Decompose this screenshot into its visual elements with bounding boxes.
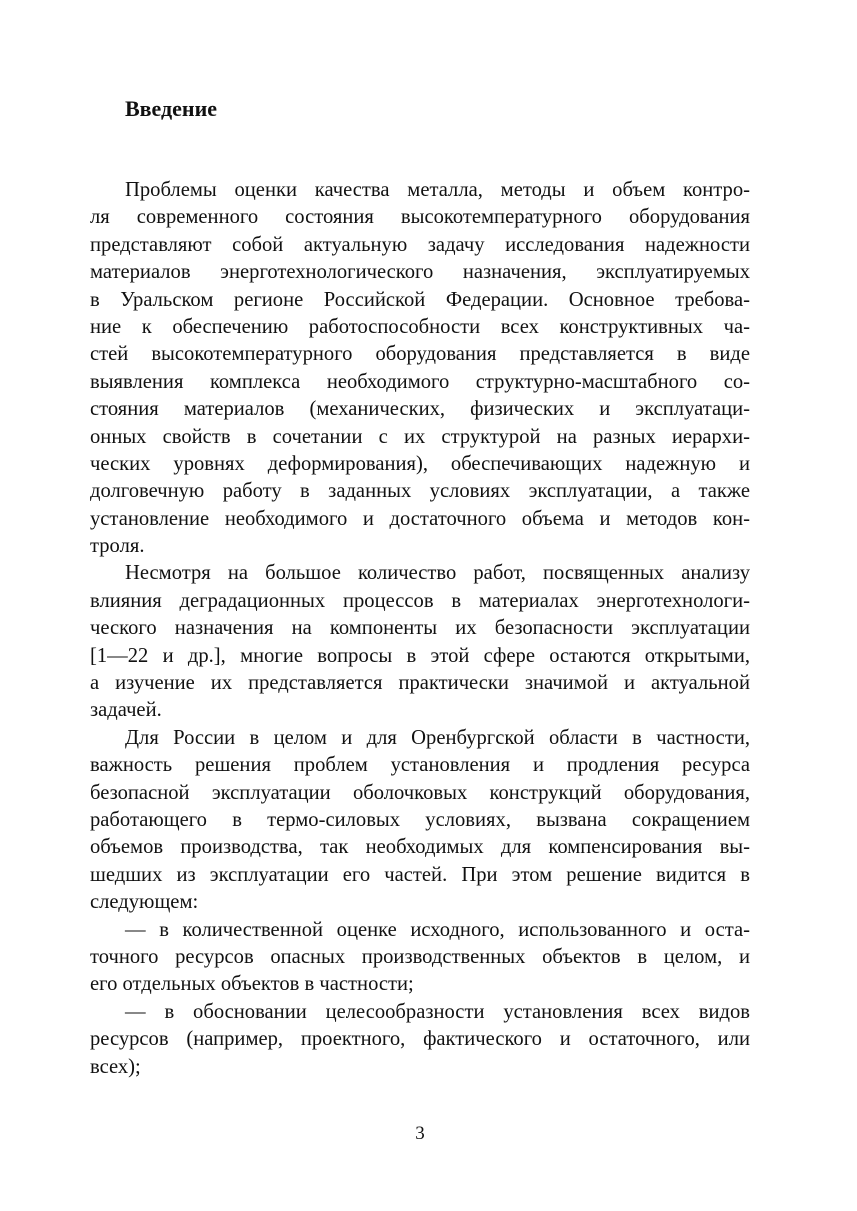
text-line: а изучение их представляется практически значимой и актуальной	[90, 672, 750, 695]
list-item-line: его отдельных объектов в частности;	[90, 973, 414, 996]
text-line: Для России в целом и для Оренбургской области в частности,	[125, 726, 750, 749]
text-line: Несмотря на большое количество работ, посвященных анализу	[125, 562, 750, 585]
text-line: выявления комплекса необходимого структурно-масштабного со-	[90, 370, 750, 393]
text-line: задачей.	[90, 699, 162, 722]
list-item-line: всех);	[90, 1055, 141, 1078]
list-item-line: точного ресурсов опасных производственных объектов в целом, и	[90, 945, 750, 968]
document-page	[90, 0, 750, 1211]
text-line: ля современного состояния высокотемпературного оборудования	[90, 206, 750, 229]
page-number: 3	[415, 1123, 425, 1144]
text-line: [1—22 и др.], многие вопросы в этой сфере остаются открытыми,	[90, 644, 750, 667]
text-line: ческого назначения на компоненты их безопасности эксплуатации	[90, 617, 750, 640]
text-line: онных свойств в сочетании с их структурой на разных иерархи-	[90, 425, 750, 448]
text-line: ческих уровнях деформирования), обеспечивающих надежную и	[90, 452, 750, 475]
list-item-line: ресурсов (например, проектного, фактического и остаточного, или	[90, 1028, 750, 1051]
text-line: объемов производства, так необходимых для компенсирования вы-	[90, 836, 750, 859]
text-line: следующем:	[90, 891, 199, 914]
text-line: шедших из эксплуатации его частей. При этом решение видится в	[90, 863, 750, 886]
text-line: стей высокотемпературного оборудования представляется в виде	[90, 343, 750, 366]
text-line: безопасной эксплуатации оболочковых конструкций оборудования,	[90, 781, 750, 804]
text-line: установление необходимого и достаточного объема и методов кон-	[90, 507, 750, 530]
section-heading: Введение	[125, 96, 218, 121]
list-item-line: — в количественной оценке исходного, использованного и оста-	[125, 918, 750, 941]
text-line: Проблемы оценки качества металла, методы и объем контро-	[125, 179, 750, 201]
text-line: стояния материалов (механических, физических и эксплуатаци-	[90, 398, 750, 421]
text-line: долговечную работу в заданных условиях эксплуатации, а также	[90, 480, 750, 503]
text-line: ние к обеспечению работоспособности всех конструктивных ча-	[90, 315, 750, 338]
text-line: троля.	[90, 535, 145, 558]
text-line: важность решения проблем установления и продления ресурса	[90, 754, 750, 777]
text-line: в Уральском регионе Российской Федерации. Основное требова-	[90, 288, 750, 311]
body-text	[90, 177, 750, 1081]
text-line: материалов энерготехнологического назначения, эксплуатируемых	[90, 261, 750, 284]
text-line: влияния деградационных процессов в материалах энерготехнологи-	[90, 589, 750, 612]
list-item-line: — в обосновании целесообразности установления всех видов	[125, 1000, 750, 1023]
text-line: представляют собой актуальную задачу исследования надежности	[90, 233, 750, 256]
text-line: работающего в термо-силовых условиях, вызвана сокращением	[90, 808, 750, 831]
